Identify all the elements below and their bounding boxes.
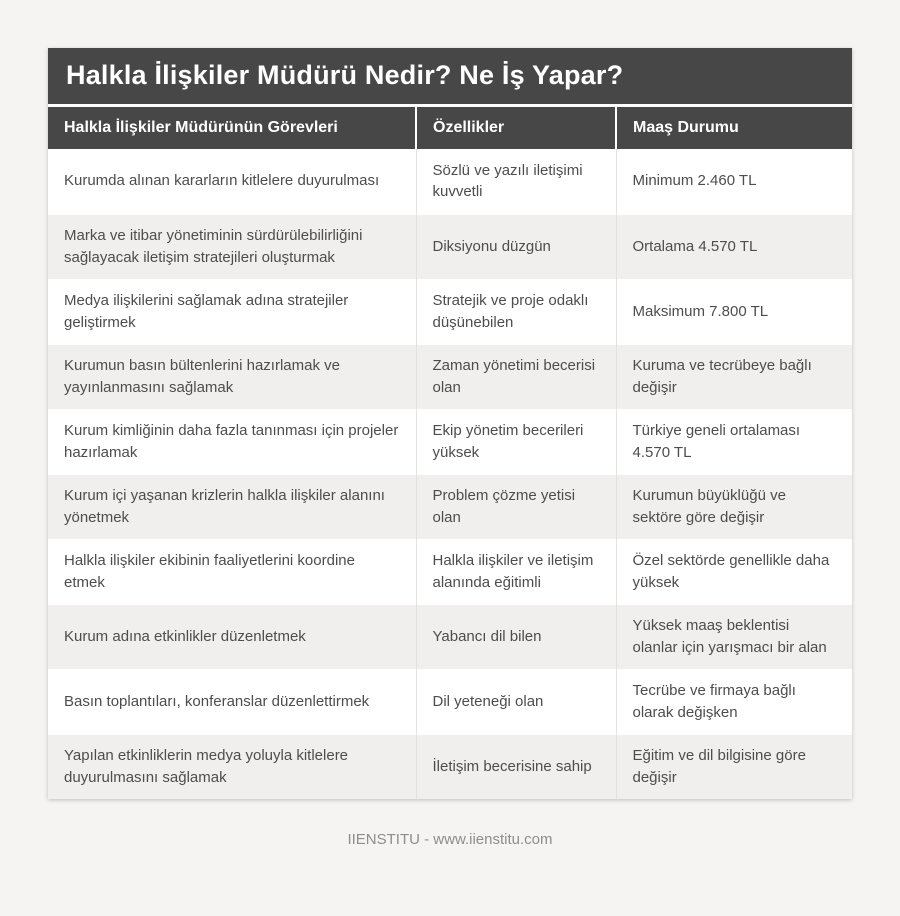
cell-salary: Türkiye geneli ortalaması 4.570 TL xyxy=(616,409,852,474)
cell-feature: Stratejik ve proje odaklı düşünebilen xyxy=(416,279,616,344)
cell-feature: Zaman yönetimi becerisi olan xyxy=(416,344,616,409)
table-body xyxy=(48,149,852,799)
column-header-duties: Halkla İlişkiler Müdürünün Görevleri xyxy=(48,107,416,149)
cell-feature: Yabancı dil bilen xyxy=(416,604,616,669)
table-row xyxy=(48,734,852,799)
page-title: Halkla İlişkiler Müdürü Nedir? Ne İş Yapar? xyxy=(48,48,852,104)
table-row xyxy=(48,669,852,734)
table-header xyxy=(48,107,852,149)
column-header-features: Özellikler xyxy=(416,107,616,149)
cell-salary: Tecrübe ve firmaya bağlı olarak değişken xyxy=(616,669,852,734)
cell-feature: Sözlü ve yazılı iletişimi kuvvetli xyxy=(416,149,616,214)
cell-salary: Yüksek maaş beklentisi olanlar için yarışmacı bir alan xyxy=(616,604,852,669)
cell-duty: Kurumda alınan kararların kitlelere duyurulması xyxy=(48,149,416,214)
table-row xyxy=(48,149,852,214)
cell-salary: Eğitim ve dil bilgisine göre değişir xyxy=(616,734,852,799)
cell-duty: Kurum içi yaşanan krizlerin halkla ilişkiler alanını yönetmek xyxy=(48,474,416,539)
table-row xyxy=(48,344,852,409)
info-table xyxy=(48,107,852,799)
cell-feature: İletişim becerisine sahip xyxy=(416,734,616,799)
cell-feature: Ekip yönetim becerileri yüksek xyxy=(416,409,616,474)
cell-salary: Minimum 2.460 TL xyxy=(616,149,852,214)
table-row xyxy=(48,214,852,279)
table-row xyxy=(48,604,852,669)
cell-feature: Diksiyonu düzgün xyxy=(416,214,616,279)
cell-salary: Özel sektörde genellikle daha yüksek xyxy=(616,539,852,604)
cell-duty: Medya ilişkilerini sağlamak adına stratejiler geliştirmek xyxy=(48,279,416,344)
cell-feature: Halkla ilişkiler ve iletişim alanında eğitimli xyxy=(416,539,616,604)
table-row xyxy=(48,279,852,344)
cell-duty: Kurum adına etkinlikler düzenletmek xyxy=(48,604,416,669)
cell-duty: Yapılan etkinliklerin medya yoluyla kitlelere duyurulmasını sağlamak xyxy=(48,734,416,799)
table-row xyxy=(48,409,852,474)
cell-feature: Dil yeteneği olan xyxy=(416,669,616,734)
cell-duty: Marka ve itibar yönetiminin sürdürülebilirliğini sağlayacak iletişim stratejileri oluşturmak xyxy=(48,214,416,279)
cell-duty: Halkla ilişkiler ekibinin faaliyetlerini koordine etmek xyxy=(48,539,416,604)
footer-branding: IIENSTITU - www.iienstitu.com xyxy=(347,831,553,848)
table-row xyxy=(48,539,852,604)
cell-salary: Kurumun büyüklüğü ve sektöre göre değişir xyxy=(616,474,852,539)
header-row xyxy=(48,107,852,149)
cell-feature: Problem çözme yetisi olan xyxy=(416,474,616,539)
cell-salary: Maksimum 7.800 TL xyxy=(616,279,852,344)
cell-salary: Ortalama 4.570 TL xyxy=(616,214,852,279)
cell-duty: Basın toplantıları, konferanslar düzenlettirmek xyxy=(48,669,416,734)
table-card xyxy=(48,48,852,799)
cell-salary: Kuruma ve tecrübeye bağlı değişir xyxy=(616,344,852,409)
table-row xyxy=(48,474,852,539)
cell-duty: Kurum kimliğinin daha fazla tanınması için projeler hazırlamak xyxy=(48,409,416,474)
cell-duty: Kurumun basın bültenlerini hazırlamak ve yayınlanmasını sağlamak xyxy=(48,344,416,409)
column-header-salary: Maaş Durumu xyxy=(616,107,852,149)
